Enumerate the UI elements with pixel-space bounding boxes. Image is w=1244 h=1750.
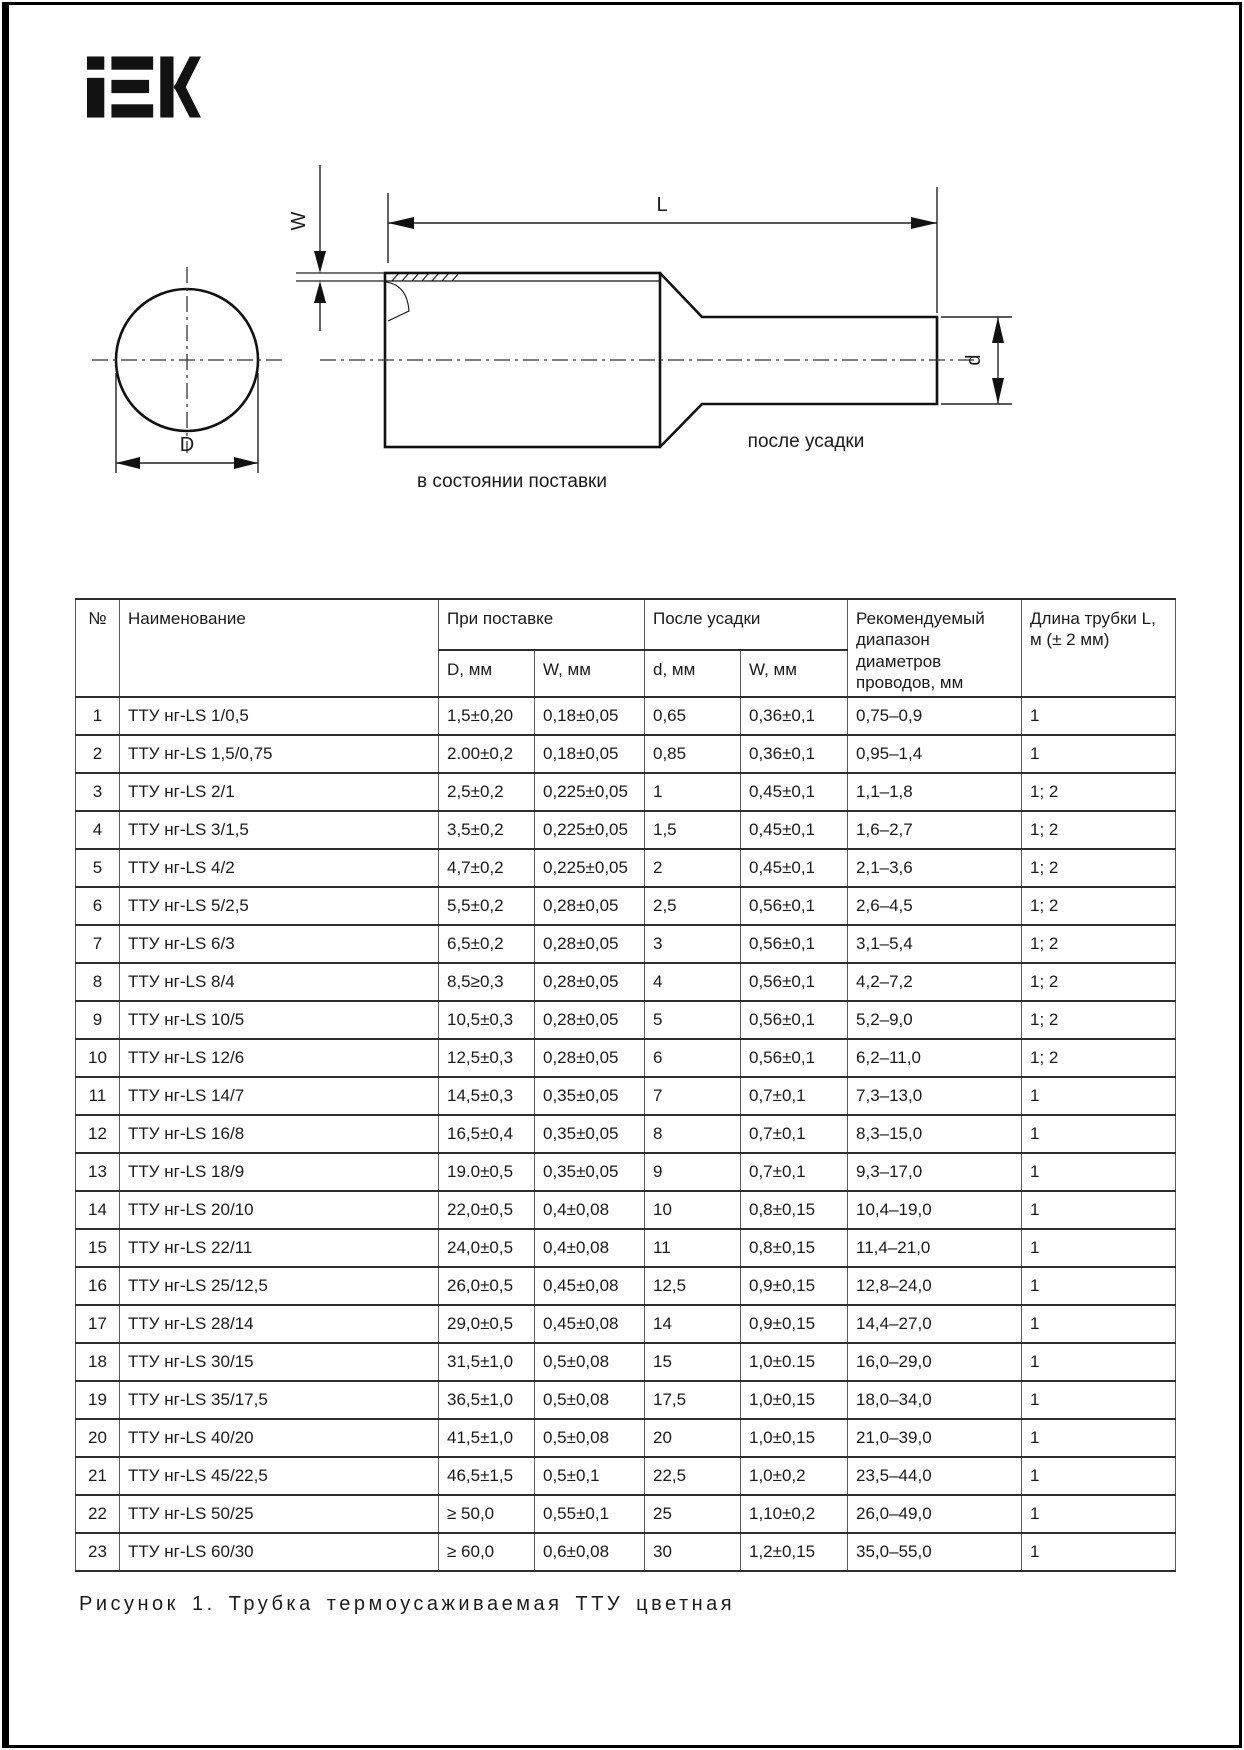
table-cell: 1,0±0,15	[741, 1381, 848, 1419]
spec-table	[75, 598, 1176, 1572]
table-cell: 29,0±0,5	[439, 1305, 535, 1343]
table-cell: 0,35±0,05	[535, 1115, 645, 1153]
table-row	[76, 735, 1176, 773]
table-cell: ТТУ нг-LS 35/17,5	[120, 1381, 439, 1419]
table-cell: 0,56±0,1	[741, 925, 848, 963]
table-cell: ТТУ нг-LS 50/25	[120, 1495, 439, 1533]
table-cell: 1	[645, 773, 741, 811]
header-shrink-group: После усадки	[645, 599, 848, 650]
header-shrink-d: d, мм	[645, 650, 741, 697]
table-cell: 1; 2	[1022, 811, 1176, 849]
table-cell: 16	[76, 1267, 120, 1305]
table-row	[76, 1153, 1176, 1191]
table-cell: ТТУ нг-LS 14/7	[120, 1077, 439, 1115]
logo-i-bar	[87, 78, 104, 118]
table-cell: 0,28±0,05	[535, 1039, 645, 1077]
table-cell: 3	[76, 773, 120, 811]
table-row	[76, 1267, 1176, 1305]
table-cell: 1	[76, 697, 120, 735]
table-cell: 21	[76, 1457, 120, 1495]
table-cell: 1	[1022, 1115, 1176, 1153]
table-cell: 23,5–44,0	[848, 1457, 1022, 1495]
table-cell: 35,0–55,0	[848, 1533, 1022, 1571]
table-cell: 0,9±0,15	[741, 1267, 848, 1305]
table-cell: 1,1–1,8	[848, 773, 1022, 811]
table-row	[76, 1381, 1176, 1419]
table-cell: ТТУ нг-LS 60/30	[120, 1533, 439, 1571]
table-cell: 46,5±1,5	[439, 1457, 535, 1495]
dimension-W-label: W	[288, 211, 310, 231]
table-cell: 12	[76, 1115, 120, 1153]
table-cell: 17,5	[645, 1381, 741, 1419]
w-arrow-upper	[314, 251, 326, 273]
table-cell: 5,2–9,0	[848, 1001, 1022, 1039]
table-cell: 26,0±0,5	[439, 1267, 535, 1305]
table-cell: 14	[645, 1305, 741, 1343]
table-row	[76, 963, 1176, 1001]
table-row	[76, 1533, 1176, 1571]
table-cell: 1; 2	[1022, 849, 1176, 887]
after-shrink-label: после усадки	[747, 431, 865, 452]
table-cell: 0,35±0,05	[535, 1153, 645, 1191]
table-cell: 0,56±0,1	[741, 963, 848, 1001]
table-cell: 12,5	[645, 1267, 741, 1305]
table-cell: 7	[76, 925, 120, 963]
table-cell: 5	[645, 1001, 741, 1039]
table-cell: 0,225±0,05	[535, 849, 645, 887]
table-cell: 8	[76, 963, 120, 1001]
table-cell: ТТУ нг-LS 3/1,5	[120, 811, 439, 849]
table-cell: 8,3–15,0	[848, 1115, 1022, 1153]
table-cell: 2,5±0,2	[439, 773, 535, 811]
table-cell: 26,0–49,0	[848, 1495, 1022, 1533]
table-cell: 1,6–2,7	[848, 811, 1022, 849]
logo-e-bottom	[111, 104, 153, 117]
table-cell: 12,5±0,3	[439, 1039, 535, 1077]
table-cell: 13	[76, 1153, 120, 1191]
table-cell: 5,5±0,2	[439, 887, 535, 925]
table-cell: 0,55±0,1	[535, 1495, 645, 1533]
table-cell: ТТУ нг-LS 22/11	[120, 1229, 439, 1267]
table-cell: 18	[76, 1343, 120, 1381]
table-cell: 0,45±0,08	[535, 1267, 645, 1305]
table-cell: 10	[76, 1039, 120, 1077]
table-cell: 25	[645, 1495, 741, 1533]
table-cell: 1	[1022, 1495, 1176, 1533]
table-cell: ≥ 60,0	[439, 1533, 535, 1571]
table-cell: 1; 2	[1022, 1039, 1176, 1077]
table-cell: 0,56±0,1	[741, 887, 848, 925]
table-cell: ТТУ нг-LS 45/22,5	[120, 1457, 439, 1495]
table-cell: 1; 2	[1022, 1001, 1176, 1039]
table-cell: ≥ 50,0	[439, 1495, 535, 1533]
table-cell: 0,5±0,08	[535, 1343, 645, 1381]
table-cell: 0,95–1,4	[848, 735, 1022, 773]
table-cell: 1	[1022, 1191, 1176, 1229]
table-cell: 2,5	[645, 887, 741, 925]
table-cell: 1,0±0.15	[741, 1343, 848, 1381]
table-cell: 36,5±1,0	[439, 1381, 535, 1419]
table-cell: ТТУ нг-LS 10/5	[120, 1001, 439, 1039]
table-cell: ТТУ нг-LS 5/2,5	[120, 887, 439, 925]
table-cell: 12,8–24,0	[848, 1267, 1022, 1305]
header-range: Рекомендуемый диапазон диаметров проводов, мм	[848, 599, 1022, 697]
table-cell: 17	[76, 1305, 120, 1343]
table-cell: 2	[76, 735, 120, 773]
table-cell: 4	[645, 963, 741, 1001]
table-row	[76, 1495, 1176, 1533]
table-cell: 0,65	[645, 697, 741, 735]
table-row	[76, 849, 1176, 887]
header-name: Наименование	[120, 599, 439, 697]
table-cell: 1	[1022, 1381, 1176, 1419]
table-cell: 31,5±1,0	[439, 1343, 535, 1381]
table-row	[76, 811, 1176, 849]
header-shrink-w: W, мм	[741, 650, 848, 697]
d-dim-arrow-right	[234, 457, 258, 469]
table-cell: 19.0±0,5	[439, 1153, 535, 1191]
table-cell: 0,56±0,1	[741, 1001, 848, 1039]
table-cell: 15	[645, 1343, 741, 1381]
table-cell: 0,45±0,1	[741, 811, 848, 849]
table-cell: 0,5±0,08	[535, 1419, 645, 1457]
table-cell: 14,5±0,3	[439, 1077, 535, 1115]
table-row	[76, 1229, 1176, 1267]
table-cell: ТТУ нг-LS 20/10	[120, 1191, 439, 1229]
table-cell: 0,4±0,08	[535, 1229, 645, 1267]
header-supply-group: При поставке	[439, 599, 645, 650]
table-cell: 0,45±0,08	[535, 1305, 645, 1343]
logo-i-dot	[87, 56, 104, 69]
table-row	[76, 1001, 1176, 1039]
table-cell: 1	[1022, 1267, 1176, 1305]
table-cell: 30	[645, 1533, 741, 1571]
table-cell: 6	[76, 887, 120, 925]
table-cell: 7	[645, 1077, 741, 1115]
table-cell: 11	[76, 1077, 120, 1115]
w-arrow-lower	[314, 281, 326, 303]
table-cell: 0,7±0,1	[741, 1115, 848, 1153]
dimension-D-label: D	[179, 434, 195, 456]
table-cell: 0,8±0,15	[741, 1191, 848, 1229]
table-cell: 22,0±0,5	[439, 1191, 535, 1229]
table-row	[76, 1039, 1176, 1077]
table-cell: 1,5±0,20	[439, 697, 535, 735]
table-cell: 16,0–29,0	[848, 1343, 1022, 1381]
table-cell: 16,5±0,4	[439, 1115, 535, 1153]
table-cell: 3,1–5,4	[848, 925, 1022, 963]
table-row	[76, 697, 1176, 735]
table-cell: ТТУ нг-LS 25/12,5	[120, 1267, 439, 1305]
sd-arrow-bottom	[992, 378, 1004, 404]
dimension-L-label: L	[656, 194, 668, 216]
table-cell: 3,5±0,2	[439, 811, 535, 849]
table-cell: 0,6±0,08	[535, 1533, 645, 1571]
table-row	[76, 1343, 1176, 1381]
table-cell: ТТУ нг-LS 1/0,5	[120, 697, 439, 735]
table-cell: 1,0±0,15	[741, 1419, 848, 1457]
l-arrow-right	[911, 217, 937, 229]
table-cell: 0,28±0,05	[535, 925, 645, 963]
table-cell: ТТУ нг-LS 30/15	[120, 1343, 439, 1381]
technical-drawing	[0, 135, 1244, 565]
length-dimension	[388, 187, 937, 313]
logo-e-mid	[111, 80, 149, 93]
table-cell: 41,5±1,0	[439, 1419, 535, 1457]
table-cell: 0,45±0,1	[741, 849, 848, 887]
table-cell: 1	[1022, 1533, 1176, 1571]
table-cell: ТТУ нг-LS 8/4	[120, 963, 439, 1001]
table-cell: 9	[76, 1001, 120, 1039]
table-cell: 1; 2	[1022, 887, 1176, 925]
table-cell: 7,3–13,0	[848, 1077, 1022, 1115]
table-cell: 9	[645, 1153, 741, 1191]
table-cell: 1	[1022, 697, 1176, 735]
table-cell: 1	[1022, 1457, 1176, 1495]
table-cell: 10,4–19,0	[848, 1191, 1022, 1229]
table-row	[76, 1191, 1176, 1229]
d-dim-arrow-left	[116, 457, 140, 469]
table-cell: 1	[1022, 1077, 1176, 1115]
wall-thickness-dimension	[288, 165, 326, 331]
table-cell: 20	[76, 1419, 120, 1457]
table-cell: ТТУ нг-LS 18/9	[120, 1153, 439, 1191]
table-cell: ТТУ нг-LS 4/2	[120, 849, 439, 887]
table-cell: 8,5≥0,3	[439, 963, 535, 1001]
table-cell: 1	[1022, 1305, 1176, 1343]
table-cell: 22,5	[645, 1457, 741, 1495]
table-cell: 2.00±0,2	[439, 735, 535, 773]
table-cell: 6	[645, 1039, 741, 1077]
table-cell: 1,10±0,2	[741, 1495, 848, 1533]
table-cell: 0,56±0,1	[741, 1039, 848, 1077]
table-row	[76, 1115, 1176, 1153]
table-cell: 0,28±0,05	[535, 1001, 645, 1039]
table-row	[76, 887, 1176, 925]
table-cell: 1,5	[645, 811, 741, 849]
table-cell: 5	[76, 849, 120, 887]
header-supply-w: W, мм	[535, 650, 645, 697]
table-cell: 0,18±0,05	[535, 735, 645, 773]
table-row	[76, 1419, 1176, 1457]
table-cell: 11	[645, 1229, 741, 1267]
table-cell: 1	[1022, 1229, 1176, 1267]
logo-k-lower-arm	[174, 81, 201, 118]
table-cell: 9,3–17,0	[848, 1153, 1022, 1191]
header-num: №	[76, 599, 120, 697]
spec-table-head	[76, 599, 1176, 697]
table-cell: 18,0–34,0	[848, 1381, 1022, 1419]
header-supply-d: D, мм	[439, 650, 535, 697]
supply-state-label: в состоянии поставки	[417, 471, 607, 492]
table-cell: 1	[1022, 735, 1176, 773]
spec-table-container	[75, 598, 1175, 1572]
table-cell: 0,8±0,15	[741, 1229, 848, 1267]
table-row	[76, 1077, 1176, 1115]
table-cell: 3	[645, 925, 741, 963]
l-arrow-left	[388, 217, 414, 229]
table-cell: 6,2–11,0	[848, 1039, 1022, 1077]
sd-arrow-top	[992, 317, 1004, 343]
table-cell: 0,75–0,9	[848, 697, 1022, 735]
table-cell: 20	[645, 1419, 741, 1457]
table-cell: 1	[1022, 1419, 1176, 1457]
table-cell: 1	[1022, 1153, 1176, 1191]
table-row	[76, 773, 1176, 811]
table-cell: 0,36±0,1	[741, 735, 848, 773]
iek-logo	[87, 56, 201, 118]
table-row	[76, 1305, 1176, 1343]
table-cell: 1	[1022, 1343, 1176, 1381]
table-cell: 0,28±0,05	[535, 963, 645, 1001]
figure-caption: Рисунок 1. Трубка термоусаживаемая ТТУ цветная	[79, 1593, 736, 1615]
table-cell: 24,0±0,5	[439, 1229, 535, 1267]
table-cell: 0,85	[645, 735, 741, 773]
table-cell: 2,6–4,5	[848, 887, 1022, 925]
table-row	[76, 925, 1176, 963]
table-cell: 22	[76, 1495, 120, 1533]
table-cell: ТТУ нг-LS 1,5/0,75	[120, 735, 439, 773]
table-cell: 0,36±0,1	[741, 697, 848, 735]
dimension-d-label: d	[963, 354, 985, 366]
table-cell: 0,28±0,05	[535, 887, 645, 925]
tube-shrunk-view	[320, 273, 1012, 447]
table-cell: ТТУ нг-LS 28/14	[120, 1305, 439, 1343]
table-cell: 2	[645, 849, 741, 887]
table-cell: 0,5±0,1	[535, 1457, 645, 1495]
table-cell: 1; 2	[1022, 963, 1176, 1001]
table-cell: 2,1–3,6	[848, 849, 1022, 887]
header-length: Длина трубки L, м (± 2 мм)	[1022, 599, 1176, 697]
table-cell: 4	[76, 811, 120, 849]
table-cell: 1; 2	[1022, 925, 1176, 963]
table-cell: 0,9±0,15	[741, 1305, 848, 1343]
table-cell: ТТУ нг-LS 2/1	[120, 773, 439, 811]
table-cell: 1,0±0,2	[741, 1457, 848, 1495]
table-cell: 0,18±0,05	[535, 697, 645, 735]
table-cell: 0,225±0,05	[535, 811, 645, 849]
table-cell: 0,45±0,1	[741, 773, 848, 811]
table-cell: 15	[76, 1229, 120, 1267]
table-cell: 0,35±0,05	[535, 1077, 645, 1115]
table-cell: ТТУ нг-LS 40/20	[120, 1419, 439, 1457]
table-cell: 14	[76, 1191, 120, 1229]
table-cell: 0,4±0,08	[535, 1191, 645, 1229]
table-cell: 19	[76, 1381, 120, 1419]
logo-k-stem	[160, 56, 173, 117]
table-cell: 0,7±0,1	[741, 1153, 848, 1191]
table-cell: 8	[645, 1115, 741, 1153]
table-cell: ТТУ нг-LS 16/8	[120, 1115, 439, 1153]
table-cell: 11,4–21,0	[848, 1229, 1022, 1267]
table-cell: 10,5±0,3	[439, 1001, 535, 1039]
logo-e-top	[111, 56, 153, 69]
table-cell: 10	[645, 1191, 741, 1229]
table-cell: 14,4–27,0	[848, 1305, 1022, 1343]
table-cell: 0,5±0,08	[535, 1381, 645, 1419]
table-cell: 6,5±0,2	[439, 925, 535, 963]
table-row	[76, 1457, 1176, 1495]
wall-cut-curve	[386, 282, 409, 321]
table-cell: ТТУ нг-LS 6/3	[120, 925, 439, 963]
table-cell: ТТУ нг-LS 12/6	[120, 1039, 439, 1077]
table-cell: 4,7±0,2	[439, 849, 535, 887]
table-cell: 4,2–7,2	[848, 963, 1022, 1001]
table-cell: 21,0–39,0	[848, 1419, 1022, 1457]
spec-table-body	[76, 697, 1176, 1571]
table-cell: 23	[76, 1533, 120, 1571]
cross-section-view	[92, 267, 282, 473]
table-cell: 0,225±0,05	[535, 773, 645, 811]
table-cell: 1,2±0,15	[741, 1533, 848, 1571]
table-cell: 0,7±0,1	[741, 1077, 848, 1115]
table-cell: 1; 2	[1022, 773, 1176, 811]
